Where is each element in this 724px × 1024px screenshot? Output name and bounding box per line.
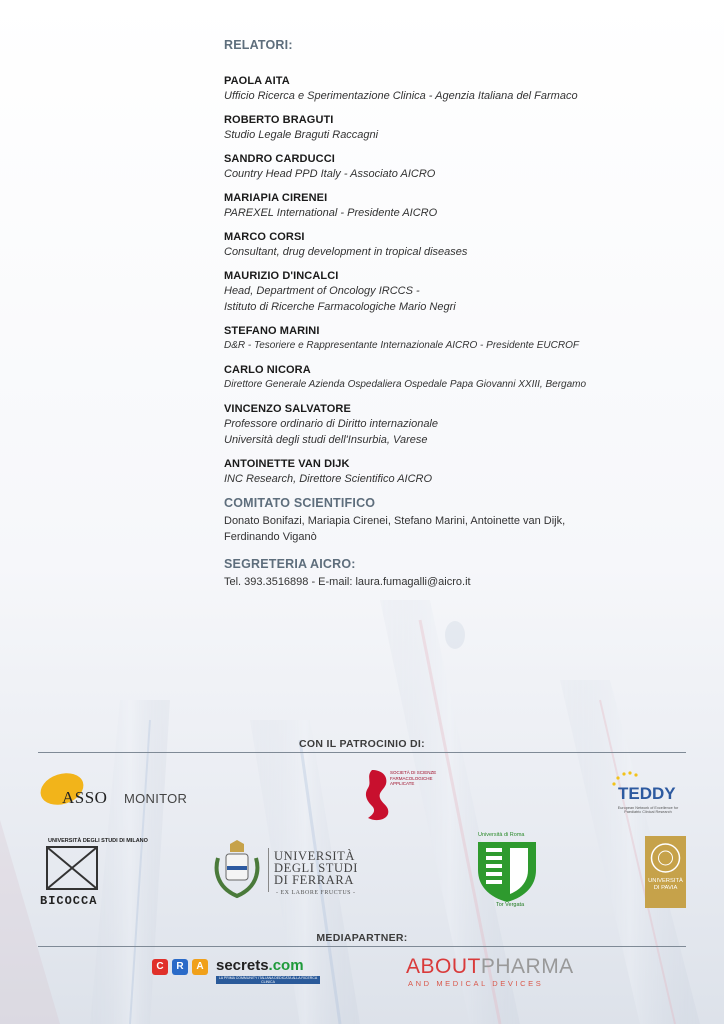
speaker-affiliation: Studio Legale Braguti Raccagni (224, 129, 379, 141)
pavia-logo (645, 836, 686, 908)
crasecrets-puzzle-r: R (172, 959, 188, 975)
speaker-item (224, 230, 704, 260)
bicocca-bottom-text: BICOCCA (40, 894, 98, 908)
speaker-item (224, 74, 704, 104)
speaker-item (224, 191, 704, 221)
pavia-name (645, 878, 686, 892)
speaker-name: CARLO NICORA (224, 364, 311, 376)
speaker-name: ANTOINETTE VAN DIJK (224, 458, 350, 470)
segreteria-heading: SEGRETERIA AICRO: (224, 557, 356, 571)
speaker-name: MAURIZIO D'INCALCI (224, 270, 339, 282)
comitato-heading: COMITATO SCIENTIFICO (224, 496, 376, 510)
ferrara-logo (212, 838, 372, 900)
speaker-name: MARCO CORSI (224, 231, 305, 243)
main-content (224, 38, 704, 590)
patrocinio-heading: CON IL PATROCINIO DI: (299, 738, 425, 750)
aboutpharma-logo (406, 955, 578, 991)
relatori-heading: RELATORI: (224, 38, 293, 52)
teddy-logo (606, 770, 686, 818)
crasecrets-word: secrets (216, 957, 269, 974)
aboutpharma-subtitle: AND MEDICAL DEVICES (408, 979, 544, 988)
teddy-subtitle: European Network of Excellence for Paediatric Clinical Research (617, 806, 679, 814)
crasecrets-puzzle-a: A (192, 959, 208, 975)
sifarma-logo (358, 766, 458, 824)
ferrara-line: DEGLI STUDI (274, 861, 359, 875)
speaker-name: SANDRO CARDUCCI (224, 153, 335, 165)
comitato-section (224, 496, 704, 545)
speaker-name: VINCENZO SALVATORE (224, 403, 351, 415)
segreteria-section (224, 557, 704, 590)
bicocca-square-icon (46, 846, 98, 890)
patrocinio-divider (38, 752, 686, 753)
crasecrets-wordmark (216, 957, 304, 974)
speaker-name: ROBERTO BRAGUTI (224, 114, 334, 126)
crasecrets-logo (150, 955, 330, 985)
pavia-seal-icon (645, 838, 686, 878)
speaker-affiliation: Direttore Generale Azienda Ospedaliera Ospedale Papa Giovanni XXIII, Bergamo (224, 379, 587, 390)
speaker-item (224, 457, 704, 487)
speaker-item (224, 152, 704, 182)
teddy-name: TEDDY (618, 784, 676, 803)
speaker-item (224, 402, 704, 448)
aboutpharma-about: ABOUT (406, 955, 481, 978)
segreteria-contact: Tel. 393.3516898 - E-mail: laura.fumagalli@aicro.it (224, 576, 471, 588)
speaker-name: STEFANO MARINI (224, 325, 320, 337)
crasecrets-puzzle-c: C (152, 959, 168, 975)
comitato-line: Donato Bonifazi, Mariapia Cirenei, Stefano Marini, Antoinette van Dijk, (224, 515, 566, 527)
aboutpharma-pharma: PHARMA (480, 955, 574, 978)
comitato-members (224, 513, 704, 545)
ferrara-crest-icon (212, 838, 262, 900)
mediapartner-heading: MEDIAPARTNER: (316, 932, 408, 944)
ferrara-line: UNIVERSITÀ (274, 849, 355, 863)
speaker-affiliation: D&R - Tesoriere e Rappresentante Internazionale AICRO - Presidente EUCROF (224, 340, 579, 351)
speaker-affiliation: Istituto di Ricerche Farmacologiche Mario Negri (224, 301, 456, 313)
speaker-affiliation: Professore ordinario di Diritto internazionale (224, 418, 438, 430)
speaker-name: MARIAPIA CIRENEI (224, 192, 328, 204)
speaker-affiliation: Head, Department of Oncology IRCCS - (224, 285, 420, 297)
speaker-affiliation: INC Research, Direttore Scientifico AICRO (224, 473, 433, 485)
ferrara-divider (268, 848, 269, 892)
crasecrets-tagline: LA PRIMA COMMUNITY ITALIANA DEDICATA ALLA RICERCA CLINICA (216, 976, 320, 984)
assomonitor-logo (38, 768, 188, 814)
comitato-line: Ferdinando Viganò (224, 531, 317, 543)
assomonitor-text-b: MONITOR (124, 791, 188, 806)
torvergata-top-text: Università di Roma (478, 832, 525, 838)
torvergata-logo (474, 832, 540, 912)
speaker-item (224, 324, 704, 354)
bicocca-logo (38, 838, 148, 912)
pavia-line: UNIVERSITÀ (648, 878, 683, 884)
speaker-item (224, 363, 704, 393)
torvergata-shield-icon (474, 840, 540, 904)
aboutpharma-wordmark (406, 955, 574, 979)
torvergata-bottom-text: Tor Vergata (496, 902, 525, 908)
speaker-affiliation: PAREXEL International - Presidente AICRO (224, 207, 438, 219)
speaker-affiliation: Università degli studi dell'Insurbia, Varese (224, 434, 428, 446)
sifarma-text: SOCIETÀ DI SCIENZE FARMACOLOGICHE APPLICATE (390, 770, 437, 786)
speaker-item (224, 113, 704, 143)
mediapartner-divider (38, 946, 686, 947)
ferrara-name (274, 850, 358, 886)
assomonitor-text-a: ASSO (62, 788, 108, 807)
speaker-name: PAOLA AITA (224, 75, 290, 87)
pavia-line: DI PAVIA (653, 885, 678, 891)
speaker-affiliation: Consultant, drug development in tropical diseases (224, 246, 468, 258)
bicocca-top-text: UNIVERSITÀ DEGLI STUDI DI MILANO (48, 838, 148, 844)
speaker-affiliation: Ufficio Ricerca e Sperimentazione Clinica - Agenzia Italiana del Farmaco (224, 90, 578, 102)
ferrara-motto: - EX LABORE FRUCTUS - (276, 890, 356, 896)
crasecrets-dotcom: .com (268, 957, 304, 974)
speaker-affiliation: Country Head PPD Italy - Associato AICRO (224, 168, 436, 180)
speaker-item (224, 269, 704, 315)
ferrara-line: DI FERRARA (274, 873, 354, 887)
